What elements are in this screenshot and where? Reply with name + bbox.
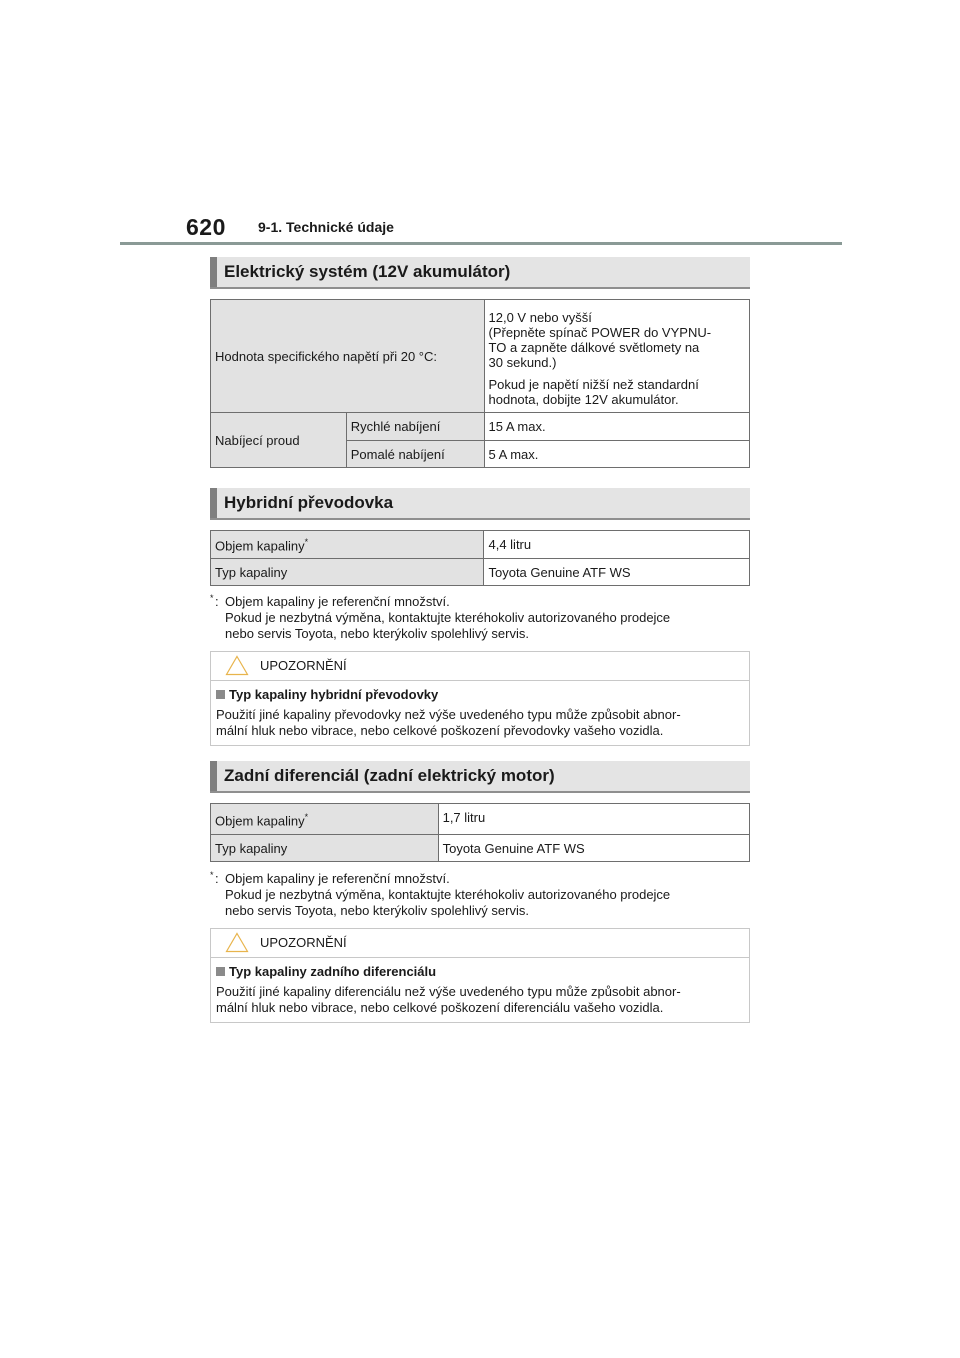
voltage-value-line: TO a zapněte dálkové světlomety na xyxy=(488,340,700,355)
section-heading-electrical xyxy=(210,257,750,289)
charging-label-cell: Nabíjecí proud xyxy=(211,413,347,468)
transmission-warning-box xyxy=(210,651,750,746)
voltage-label-cell: Hodnota specifického napětí při 20 °C: xyxy=(211,300,485,413)
warning-triangle-icon xyxy=(225,655,249,676)
warning-title-text: Typ kapaliny zadního diferenciálu xyxy=(229,964,437,979)
capacity-label: Objem kapaliny xyxy=(215,813,305,829)
section-title: Zadní diferenciál (zadní elektrický motor) xyxy=(224,766,555,785)
warning-body xyxy=(211,958,749,1024)
electrical-spec-table xyxy=(210,299,750,468)
capacity-label: Objem kapaliny xyxy=(215,538,305,554)
footnote-line: Objem kapaliny je referenční množství. xyxy=(225,594,450,609)
footnote-line: Pokud je nezbytná výměna, kontaktujte kteréhokoliv autorizovaného prodejce xyxy=(225,610,671,625)
voltage-value-line: 12,0 V nebo vyšší xyxy=(488,310,592,325)
capacity-label-cell xyxy=(211,804,439,835)
warning-header xyxy=(211,929,749,958)
section-title: Elektrický systém (12V akumulátor) xyxy=(224,262,511,281)
chapter-title: 9-1. Technické údaje xyxy=(258,219,394,235)
warning-text-line: Použití jiné kapaliny diferenciálu než výše uvedeného typu může způsobit abnor- xyxy=(216,984,681,999)
fluid-type-value-cell: Toyota Genuine ATF WS xyxy=(484,559,750,586)
voltage-note-line: hodnota, dobijte 12V akumulátor. xyxy=(488,392,679,407)
warning-triangle-icon xyxy=(225,932,249,953)
page-number: 620 xyxy=(186,214,226,240)
footnote-line: Pokud je nezbytná výměna, kontaktujte kteréhokoliv autorizovaného prodejce xyxy=(225,887,671,902)
warning-title xyxy=(216,964,745,980)
voltage-value-cell xyxy=(484,300,749,413)
capacity-value-cell: 4,4 litru xyxy=(484,531,750,559)
fluid-type-label-cell: Typ kapaliny xyxy=(211,835,439,862)
capacity-value-cell: 1,7 litru xyxy=(438,804,749,835)
fast-charge-value-cell: 15 A max. xyxy=(484,413,749,441)
warning-title-text: Typ kapaliny hybridní převodovky xyxy=(229,687,439,702)
differential-footnote xyxy=(210,871,750,919)
warning-title xyxy=(216,687,745,703)
warning-header xyxy=(211,652,749,681)
footnote-line: nebo servis Toyota, nebo kterýkoliv spolehlivý servis. xyxy=(225,626,529,641)
warning-text-line: Použití jiné kapaliny převodovky než výše uvedeného typu může způsobit abnor- xyxy=(216,707,681,722)
section-heading-transmission xyxy=(210,488,750,520)
table-row xyxy=(211,413,750,441)
square-bullet-icon xyxy=(216,967,225,976)
table-row xyxy=(211,804,750,835)
capacity-label-cell xyxy=(211,531,484,559)
warning-text-line: mální hluk nebo vibrace, nebo celkové poškození diferenciálu vašeho vozidla. xyxy=(216,1000,664,1015)
asterisk: * xyxy=(304,811,309,822)
differential-spec-table xyxy=(210,803,750,862)
warning-body xyxy=(211,681,749,747)
voltage-note-line: Pokud je napětí nižší než standardní xyxy=(488,377,699,392)
differential-warning-box xyxy=(210,928,750,1023)
footnote-line: nebo servis Toyota, nebo kterýkoliv spolehlivý servis. xyxy=(225,903,529,918)
section-title: Hybridní převodovka xyxy=(224,493,394,512)
fast-charge-label-cell: Rychlé nabíjení xyxy=(346,413,484,441)
footnote-line: Objem kapaliny je referenční množství. xyxy=(225,871,450,886)
warning-heading: UPOZORNĚNÍ xyxy=(260,935,347,950)
voltage-value-line: 30 sekund.) xyxy=(488,355,557,370)
fluid-type-value-cell: Toyota Genuine ATF WS xyxy=(438,835,749,862)
table-row xyxy=(211,300,750,413)
table-row xyxy=(211,835,750,862)
section-heading-differential xyxy=(210,761,750,793)
footnote-colon: : xyxy=(215,594,219,609)
slow-charge-label-cell: Pomalé nabíjení xyxy=(346,441,484,468)
table-row xyxy=(211,559,750,586)
footnote-colon: : xyxy=(215,871,219,886)
fluid-type-label-cell: Typ kapaliny xyxy=(211,559,484,586)
warning-heading: UPOZORNĚNÍ xyxy=(260,658,347,673)
header-divider xyxy=(120,242,842,245)
slow-charge-value-cell: 5 A max. xyxy=(484,441,749,468)
footnote-asterisk: * xyxy=(210,593,214,603)
transmission-spec-table xyxy=(210,530,750,586)
transmission-footnote xyxy=(210,594,750,642)
voltage-value-line: (Přepněte spínač POWER do VYPNU- xyxy=(488,325,712,340)
square-bullet-icon xyxy=(216,690,225,699)
table-row xyxy=(211,531,750,559)
asterisk: * xyxy=(304,537,309,548)
warning-text-line: mální hluk nebo vibrace, nebo celkové poškození převodovky vašeho vozidla. xyxy=(216,723,664,738)
footnote-asterisk: * xyxy=(210,870,214,880)
